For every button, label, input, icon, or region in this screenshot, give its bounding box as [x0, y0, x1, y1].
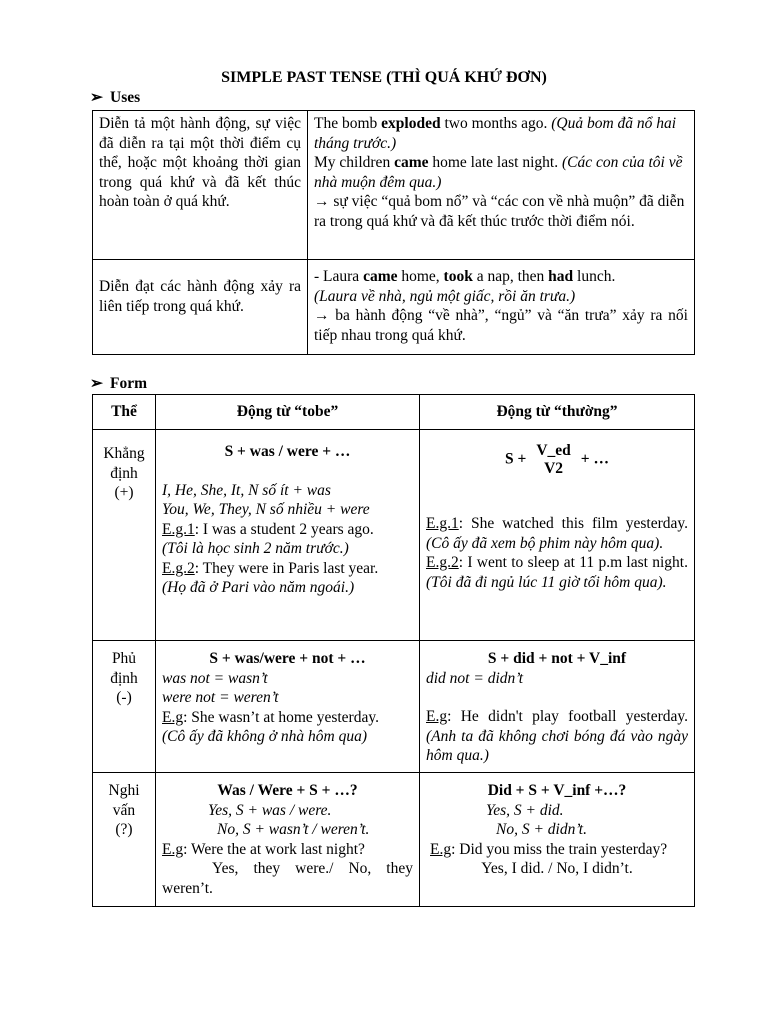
example: E.g: He didn't play football yesterday. (Anh ta đã không chơi bóng đá vào ngày hôm qua.)	[426, 708, 688, 764]
example: E.g.1: She watched this film yesterday. (Cô ấy đã xem bộ phim này hôm qua).	[426, 515, 688, 552]
formula: S + V_ed V2 + …	[505, 442, 609, 477]
example: E.g: She wasn’t at home yesterday.	[162, 708, 379, 726]
short-answer: No, S + didn’t.	[496, 821, 587, 838]
form-type-label: Nghi vấn (?)	[93, 773, 156, 907]
example-answer: Yes, they were./ No, they weren’t.	[162, 860, 413, 897]
example: E.g: Were the at work last night?	[162, 840, 365, 858]
form-row-question	[93, 773, 695, 907]
example: E.g.2: I went to sleep at 11 p.m last night. (Tôi đã đi ngủ lúc 11 giờ tối hôm qua).	[426, 554, 688, 591]
uses-description: Diễn tả một hành động, sự việc đã diễn ra tại một thời điểm cụ thể, hoặc một khoảng thời gian trong quá khứ và đã kết thúc hoàn toàn ở quá khứ.	[93, 111, 308, 260]
formula: S + was / were + …	[224, 443, 351, 460]
formula: S + was/were + not + …	[209, 650, 366, 667]
short-answer: Yes, S + was / were.	[208, 801, 332, 819]
uses-example: The bomb exploded two months ago. (Quả bom đã nổ hai tháng trước.)	[314, 115, 677, 152]
affirmative-regular-cell	[420, 430, 695, 641]
uses-examples	[308, 260, 695, 355]
negative-regular-cell	[420, 641, 695, 773]
rule-line: You, We, They, N số nhiều + were	[162, 501, 370, 518]
affirmative-tobe-cell	[156, 430, 420, 641]
form-row-negative	[93, 641, 695, 773]
short-answer: Yes, S + did.	[486, 801, 564, 819]
column-header: Động từ “thường”	[420, 395, 695, 430]
example: E.g.2: They were in Paris last year.	[162, 559, 379, 577]
example: E.g: Did you miss the train yesterday?	[430, 840, 668, 858]
uses-table	[92, 110, 695, 355]
page-title: SIMPLE PAST TENSE (THÌ QUÁ KHỨ ĐƠN)	[221, 69, 547, 86]
column-header: Thể	[93, 395, 156, 430]
uses-examples	[308, 111, 695, 260]
form-row-affirmative	[93, 430, 695, 641]
uses-note: → ba hành động “về nhà”, “ngủ” và “ăn trưa” xảy ra nối tiếp nhau trong quá khứ.	[314, 307, 688, 344]
formula: Did + S + V_inf +…?	[487, 782, 627, 799]
translation: (Cô ấy đã không ở nhà hôm qua)	[162, 728, 368, 745]
uses-example: - Laura came home, took a nap, then had lunch.	[314, 268, 616, 285]
formula: S + did + not + V_inf	[487, 650, 627, 667]
form-type-label: Khẳng định (+)	[93, 430, 156, 641]
uses-row-2	[93, 260, 695, 355]
uses-row-1	[93, 111, 695, 260]
arrow-bullet-icon: ➢	[90, 375, 103, 392]
translation: (Họ đã ở Pari vào năm ngoái.)	[162, 579, 355, 596]
translation: (Tôi là học sinh 2 năm trước.)	[162, 540, 349, 557]
rule-line: were not = weren’t	[162, 689, 279, 706]
question-tobe-cell	[156, 773, 420, 907]
section-heading-form: ➢ Form	[90, 375, 148, 392]
example-answer: Yes, I did. / No, I didn’t.	[481, 860, 633, 877]
uses-note: → sự việc “quả bom nổ” và “các con về nhà muộn” đã diễn ra trong quá khứ và đã kết thúc trước thời điểm nói.	[314, 193, 685, 230]
rule-line: I, He, She, It, N số ít + was	[162, 481, 331, 499]
column-header: Động từ “tobe”	[156, 395, 420, 430]
form-header-row	[93, 395, 695, 430]
short-answer: No, S + wasn’t / weren’t.	[217, 821, 370, 838]
negative-tobe-cell	[156, 641, 420, 773]
rule-line: was not = wasn’t	[162, 669, 268, 687]
arrow-bullet-icon: ➢	[90, 89, 103, 106]
question-regular-cell	[420, 773, 695, 907]
form-type-label: Phủ định (-)	[93, 641, 156, 773]
uses-translation: (Laura về nhà, ngủ một giấc, rồi ăn trưa.)	[314, 287, 576, 305]
section-heading-uses: ➢ Uses	[90, 89, 141, 106]
form-table	[92, 394, 695, 907]
rule-line: did not = didn’t	[426, 669, 524, 687]
example: E.g.1: I was a student 2 years ago.	[162, 520, 374, 538]
uses-example: My children came home late last night. (Các con của tôi về nhà muộn đêm qua.)	[314, 154, 683, 191]
uses-description: Diễn đạt các hành động xảy ra liên tiếp trong quá khứ.	[93, 260, 308, 355]
formula: Was / Were + S + …?	[217, 782, 358, 799]
